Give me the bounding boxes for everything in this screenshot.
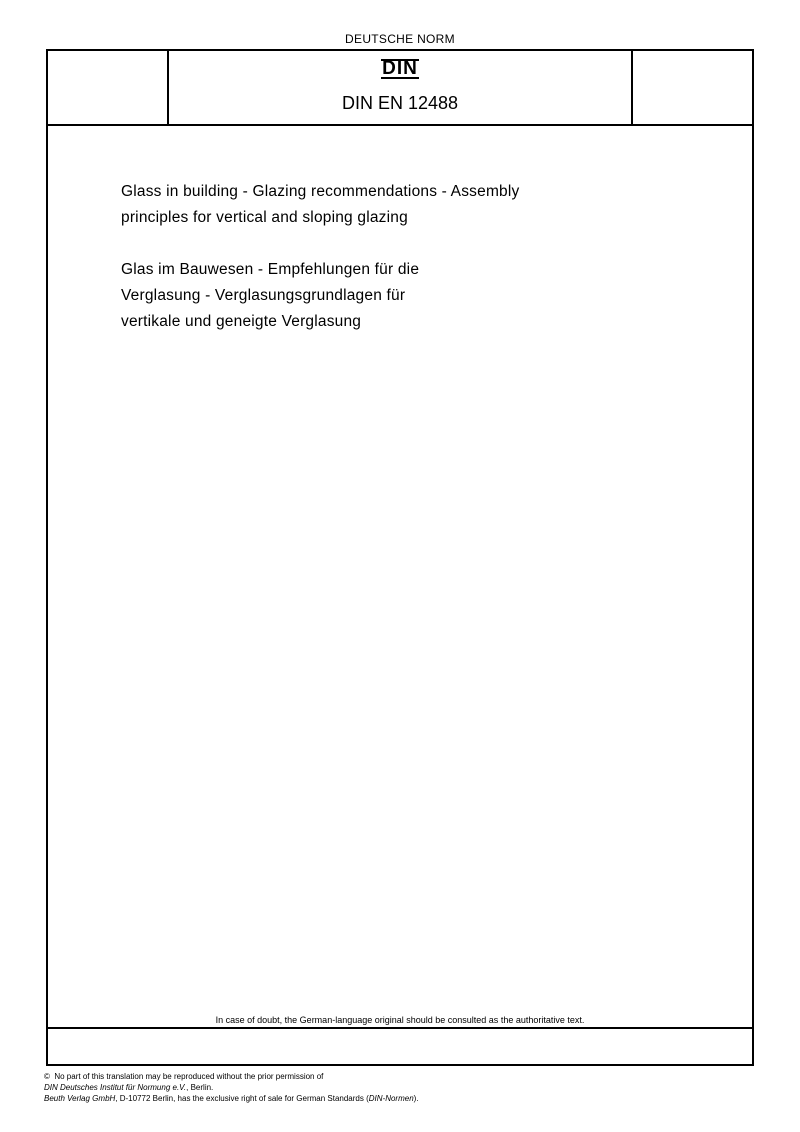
bottom-row [48, 1027, 752, 1064]
din-institute-name: DIN Deutsches Institut für Normung e.V. [44, 1083, 187, 1092]
header-left-cell [48, 51, 169, 124]
footer-line-1-text: No part of this translation may be reproduced without the prior permission of [54, 1072, 324, 1081]
din-logo [169, 59, 631, 79]
document-frame [46, 49, 754, 1066]
standard-type-label: DEUTSCHE NORM [345, 32, 455, 46]
copyright-symbol: © [44, 1072, 50, 1081]
din-normen-label: DIN-Normen [368, 1094, 414, 1103]
copyright-footer [44, 1071, 419, 1104]
header-right-cell [631, 51, 752, 124]
title-german-line: vertikale und geneigte Verglasung [121, 313, 362, 330]
footer-line-1 [44, 1071, 419, 1082]
footer-line-3-text: , D-10772 Berlin, has the exclusive right of sale for German Standards ( [115, 1094, 369, 1103]
footer-line-3 [44, 1093, 419, 1104]
header-center-cell [169, 51, 631, 124]
din-logo-text: DIN [382, 58, 418, 79]
footer-line-2-text: , Berlin. [186, 1083, 214, 1092]
title-german-line: Verglasung - Verglasungsgrundlagen für [121, 287, 406, 304]
header-row [48, 51, 752, 126]
title-english-line: principles for vertical and sloping glazing [121, 209, 408, 226]
title-english-line: Glass in building - Glazing recommendations - Assembly [121, 183, 520, 200]
footer-line-3-end: ). [413, 1094, 419, 1103]
title-german-line: Glas im Bauwesen - Empfehlungen für die [121, 261, 420, 278]
authoritative-text-note: In case of doubt, the German-language original should be consulted as the authoritative text. [215, 1015, 585, 1025]
document-number: DIN EN 12488 [341, 93, 459, 113]
footer-line-2 [44, 1082, 419, 1093]
publisher-name: Beuth Verlag GmbH [44, 1094, 116, 1103]
title-english [121, 179, 641, 231]
title-german [121, 257, 641, 335]
